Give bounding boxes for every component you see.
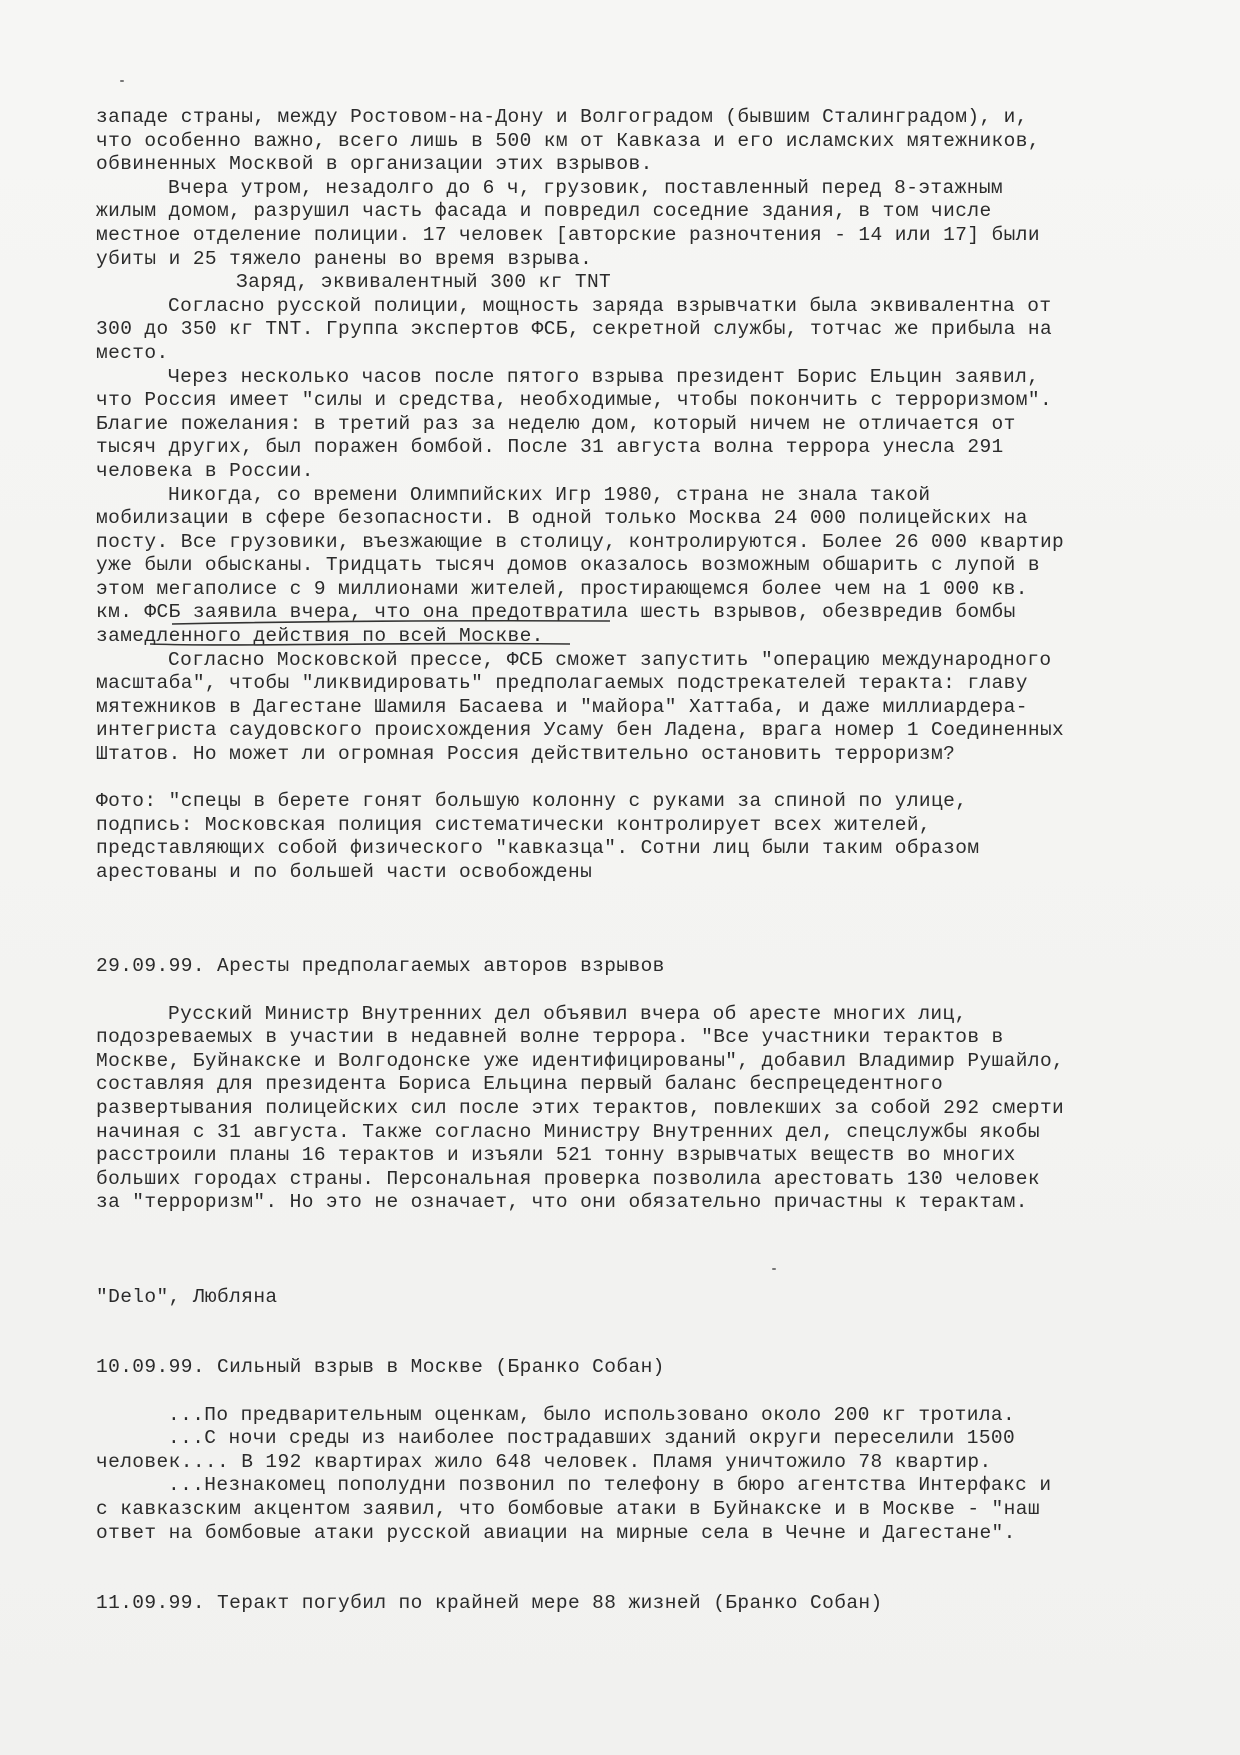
text-line: ...По предварительным оценкам, было использовано около 200 кг тротила. — [168, 1403, 1016, 1426]
text-line: человек.... В 192 квартирах жило 648 человек. Пламя уничтожило 78 квартир. — [96, 1450, 992, 1473]
text-line: Через несколько часов после пятого взрыва президент Борис Ельцин заявил, — [168, 365, 1040, 388]
text-line: Русский Министр Внутренних дел объявил вчера об аресте многих лиц, — [168, 1002, 967, 1025]
text-line: уже были обысканы. Тридцать тысяч домов оказалось возможным обшарить с лупой в — [96, 554, 1040, 577]
text-line: за "терроризм". Но это не означает, что они обязательно причастны к терактам. — [96, 1191, 1028, 1214]
text-line: жилым домом, разрушил часть фасада и повредил соседние здания, в том числе — [96, 200, 992, 223]
text-line: обвиненных Москвой в организации этих взрывов. — [96, 153, 653, 176]
text-line: Согласно русской полиции, мощность заряда взрывчатки была эквивалентна от — [168, 294, 1052, 317]
text-line: с кавказским акцентом заявил, что бомбовые атаки в Буйнакске и в Москве - "наш — [96, 1498, 1040, 1521]
text-line: Благие пожелания: в третий раз за неделю дом, который ничем не отличается от — [96, 412, 1016, 435]
text-line: Никогда, со времени Олимпийских Игр 1980, страна не знала такой — [168, 483, 931, 506]
text-line: масштаба", чтобы "ликвидировать" предполагаемых подстрекателей теракта: главу — [96, 672, 1028, 695]
text-line: Вчера утром, незадолго до 6 ч, грузовик, поставленный перед 8-этажным — [168, 176, 1004, 199]
scan-speck — [120, 80, 124, 82]
subheading: Заряд, эквивалентный 300 кг TNT — [236, 271, 612, 294]
text-line: Штатов. Но может ли огромная Россия действительно остановить терроризм? — [96, 743, 956, 766]
text-line: место. — [96, 341, 169, 364]
text-line: западе страны, между Ростовом-на-Дону и Волгоградом (бывшим Сталинградом), и, — [96, 106, 1028, 128]
photo-caption-line: арестованы и по большей части освобождены — [96, 861, 593, 883]
text-line: ответ на бомбовые атаки русской авиации на мирные села в Чечне и Дагестане". — [96, 1521, 1016, 1544]
text-line: мобилизации в сфере безопасности. В одной только Москва 24 000 полицейских на — [96, 507, 1028, 530]
text-line: ...Незнакомец пополудни позвонил по телефону в бюро агентства Интерфакс и — [168, 1474, 1052, 1497]
photo-caption-line: подпись: Московская полиция систематически контролирует всех жителей, — [96, 813, 932, 836]
scan-speck — [772, 1268, 776, 1270]
text-line: больших городах страны. Персональная проверка позволила арестовать 130 человек — [96, 1167, 1040, 1190]
text-line: посту. Все грузовики, въезжающие в столицу, контролируются. Более 26 000 квартир — [96, 530, 1065, 553]
text-line: подозреваемых в участии в недавней волне террора. "Все участники терактов в — [96, 1026, 1004, 1049]
article-heading: 10.09.99. Сильный взрыв в Москве (Бранко Собан) — [96, 1356, 665, 1379]
text-line: Москве, Буйнакске и Волгодонске уже идентифицированы", добавил Владимир Рушайло, — [96, 1049, 1065, 1072]
text-line: убиты и 25 тяжело ранены во время взрыва. — [96, 247, 593, 270]
text-line-underlined: замедленного действия по всей Москве. — [96, 625, 544, 648]
text-line: мятежников в Дагестане Шамиля Басаева и "майора" Хаттаба, и даже миллиардера- — [96, 695, 1028, 718]
document-text — [96, 106, 1156, 1616]
text-line: 300 до 350 кг TNT. Группа экспертов ФСБ, секретной службы, тотчас же прибыла на — [96, 318, 1053, 341]
text-line: местное отделение полиции. 17 человек [авторские разночтения - 14 или 17] были — [96, 223, 1040, 246]
text-line: ...С ночи среды из наиболее пострадавших зданий округи переселили 1500 — [168, 1427, 1016, 1450]
article-heading: 29.09.99. Аресты предполагаемых авторов взрывов — [96, 955, 665, 978]
text-line-underlined: км. ФСБ заявила вчера, что она предотвратила шесть взрывов, обезвредив бомбы — [96, 601, 1016, 624]
text-line: интегриста саудовского происхождения Усаму бен Ладена, врага номер 1 Соединенных — [96, 719, 1065, 742]
text-line: человека в России. — [96, 459, 314, 482]
text-line: тысяч других, был поражен бомбой. После 31 августа волна террора унесла 291 — [96, 436, 1004, 459]
text-line: Согласно Московской прессе, ФСБ сможет запустить "операцию международного — [168, 648, 1052, 671]
photo-caption-line: представляющих собой физического "кавказца". Сотни лиц были таким образом — [96, 837, 980, 860]
text-line: что особенно важно, всего лишь в 500 км от Кавказа и его исламских мятежников, — [96, 129, 1040, 152]
text-line: составляя для президента Бориса Ельцина первый баланс беспрецедентного — [96, 1073, 944, 1096]
article-heading: 11.09.99. Теракт погубил по крайней мере 88 жизней (Бранко Собан) — [96, 1592, 883, 1615]
text-line: расстроили планы 16 терактов и изъяли 521 тонну взрывчатых веществ во многих — [96, 1144, 1016, 1167]
photo-caption-line: Фото: "спецы в берете гонят большую колонну с руками за спиной по улице, — [96, 790, 968, 813]
text-line: начиная с 31 августа. Также согласно Министру Внутренних дел, спецслужбы якобы — [96, 1120, 1040, 1143]
text-line: этом мегаполисе с 9 миллионами жителей, простирающемся более чем на 1 000 кв. — [96, 577, 1028, 600]
source-name: "Delo", Любляна — [96, 1285, 278, 1308]
text-line: развертывания полицейских сил после этих терактов, повлекших за собой 292 смерти — [96, 1096, 1065, 1119]
text-line: что Россия имеет "силы и средства, необходимые, чтобы покончить с терроризмом". — [96, 389, 1053, 412]
